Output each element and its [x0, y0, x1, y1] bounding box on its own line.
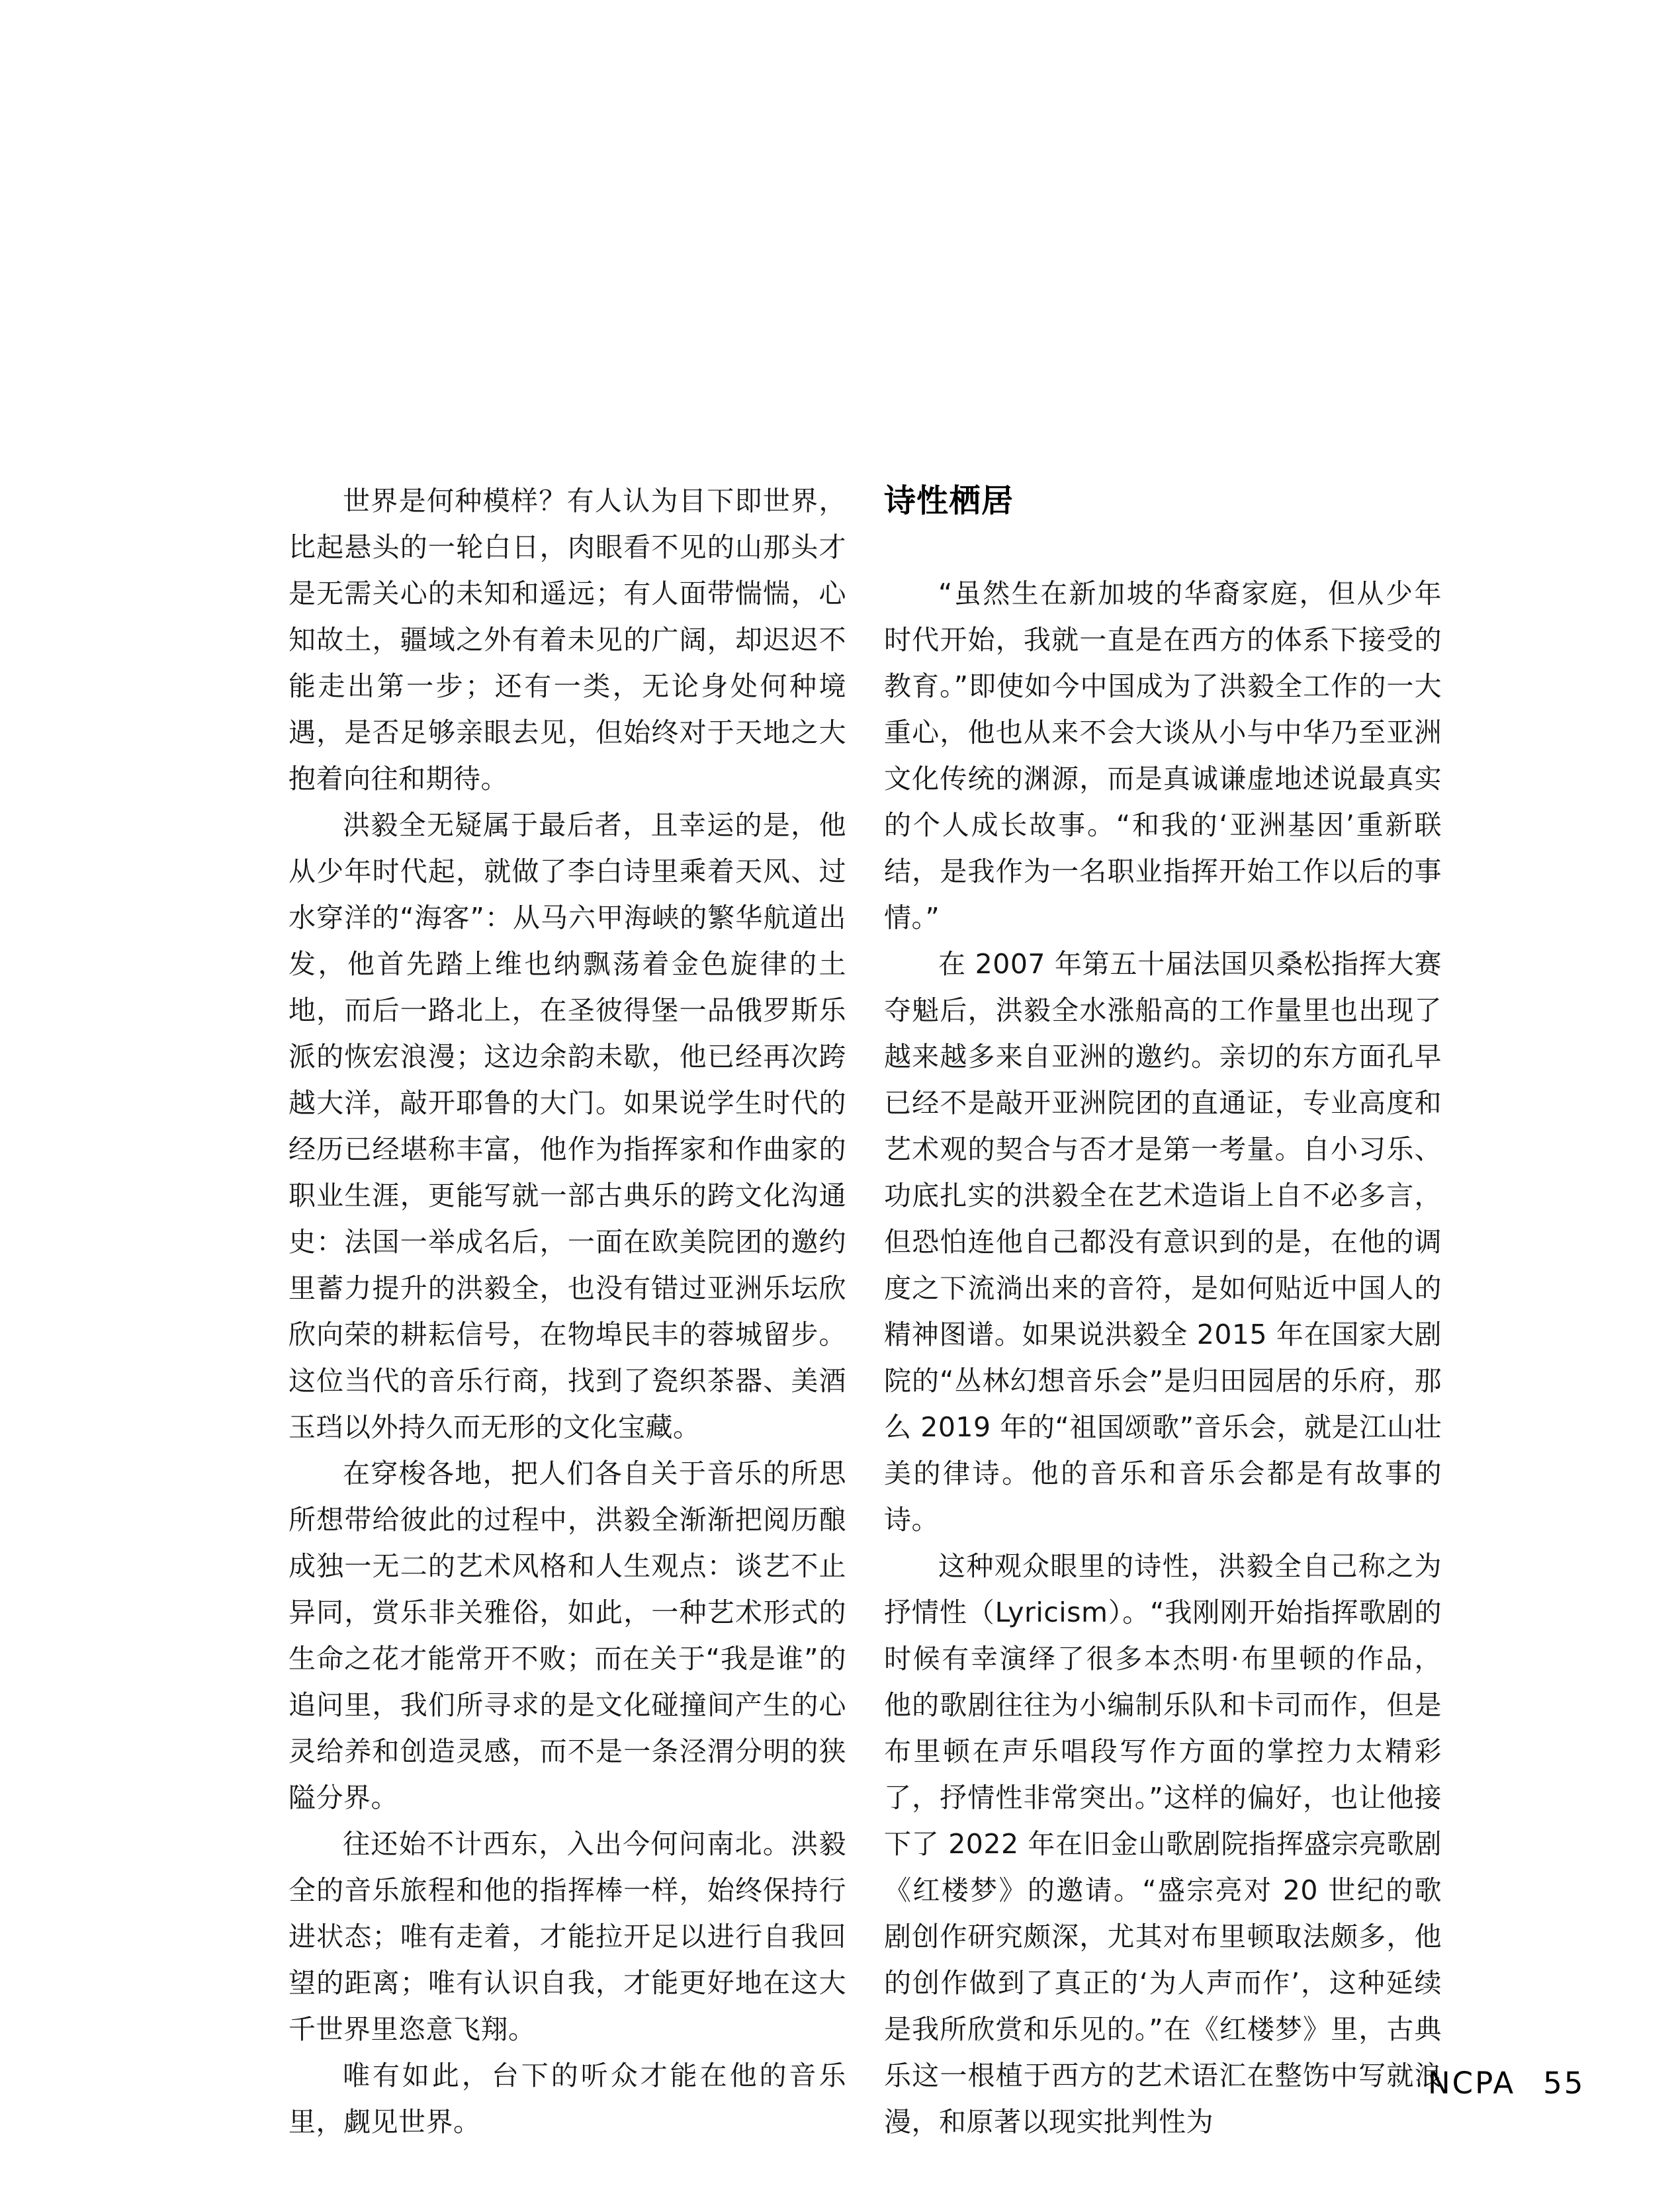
section-heading: 诗性栖居 — [884, 482, 1014, 519]
right-text-column — [884, 478, 1442, 2145]
journal-name: NCPA — [1428, 2066, 1516, 2101]
paragraph: 世界是何种模样？有人认为目下即世界，比起悬头的一轮白日，肉眼看不见的山那头才是无需关心的未知和遥远；有人面带惴惴，心知故土，疆域之外有着未见的广阔，却迟迟不能走出第一步；还有一类，无论身处何种境遇，是否足够亲眼去见，但始终对于天地之大抱着向往和期待。 — [288, 485, 846, 795]
paragraph: 这种观众眼里的诗性，洪毅全自己称之为抒情性（Lyricism）。“我刚刚开始指挥歌剧的时候有幸演绎了很多本杰明·布里顿的作品，他的歌剧往往为小编制乐队和卡司而作，但是布里顿在声乐唱段写作方面的掌控力太精彩了，抒情性非常突出。”这样的偏好，也让他接下了 2022 年在旧金山歌剧院指挥盛宗亮歌剧《红楼梦》的邀请。“盛宗亮对 20 世纪的歌剧创作研究颇深，尤其对布里顿取法颇多，他的创作做到了真正的‘为人声而作’，这种延续是我所欣赏和乐见的。”在《红楼梦》里，古典乐这一根植于西方的艺术语汇在整饬中写就浪漫，和原著以现实批判性为 — [884, 1550, 1442, 2138]
paragraph: 在 2007 年第五十届法国贝桑松指挥大赛夺魁后，洪毅全水涨船高的工作量里也出现了越来越多来自亚洲的邀约。亲切的东方面孔早已经不是敲开亚洲院团的直通证，专业高度和艺术观的契合与否才是第一考量。自小习乐、功底扎实的洪毅全在艺术造诣上自不必多言，但恐怕连他自己都没有意识到的是，在他的调度之下流淌出来的音符，是如何贴近中国人的精神图谱。如果说洪毅全 2015 年在国家大剧院的“丛林幻想音乐会”是归田园居的乐府，那么 2019 年的“祖国颂歌”音乐会，就是江山壮美的律诗。他的音乐和音乐会都是有故事的诗。 — [884, 948, 1442, 1536]
paragraph: 洪毅全无疑属于最后者，且幸运的是，他从少年时代起，就做了李白诗里乘着天风、过水穿洋的“海客”：从马六甲海峡的繁华航道出发，他首先踏上维也纳飘荡着金色旋律的土地，而后一路北上，在圣彼得堡一品俄罗斯乐派的恢宏浪漫；这边余韵未歇，他已经再次跨越大洋，敲开耶鲁的大门。如果说学生时代的经历已经堪称丰富，他作为指挥家和作曲家的职业生涯，更能写就一部古典乐的跨文化沟通史：法国一举成名后，一面在欧美院团的邀约里蓄力提升的洪毅全，也没有错过亚洲乐坛欣欣向荣的耕耘信号，在物埠民丰的蓉城留步。这位当代的音乐行商，找到了瓷织茶器、美酒玉珰以外持久而无形的文化宝藏。 — [288, 809, 846, 1443]
page-number: 55 — [1543, 2066, 1585, 2101]
paragraph: 唯有如此，台下的听众才能在他的音乐里，觑见世界。 — [288, 2060, 846, 2138]
page-footer — [1428, 2067, 1585, 2100]
paragraph: “虽然生在新加坡的华裔家庭，但从少年时代开始，我就一直是在西方的体系下接受的教育。”即使如今中国成为了洪毅全工作的一大重心，他也从来不会大谈从小与中华乃至亚洲文化传统的渊源，而是真诚谦虚地述说最真实的个人成长故事。“和我的‘亚洲基因’重新联结，是我作为一名职业指挥开始工作以后的事情。” — [884, 578, 1442, 934]
paragraph: 在穿梭各地，把人们各自关于音乐的所思所想带给彼此的过程中，洪毅全渐渐把阅历酿成独一无二的艺术风格和人生观点：谈艺不止异同，赏乐非关雅俗，如此，一种艺术形式的生命之花才能常开不败；而在关于“我是谁”的追问里，我们所寻求的是文化碰撞间产生的心灵给养和创造灵感，而不是一条泾渭分明的狭隘分界。 — [288, 1458, 846, 1814]
left-text-column — [288, 478, 846, 2145]
paragraph: 往还始不计西东，入出今何问南北。洪毅全的音乐旅程和他的指挥棒一样，始终保持行进状态；唯有走着，才能拉开足以进行自我回望的距离；唯有认识自我，才能更好地在这大千世界里恣意飞翔。 — [288, 1828, 846, 2045]
